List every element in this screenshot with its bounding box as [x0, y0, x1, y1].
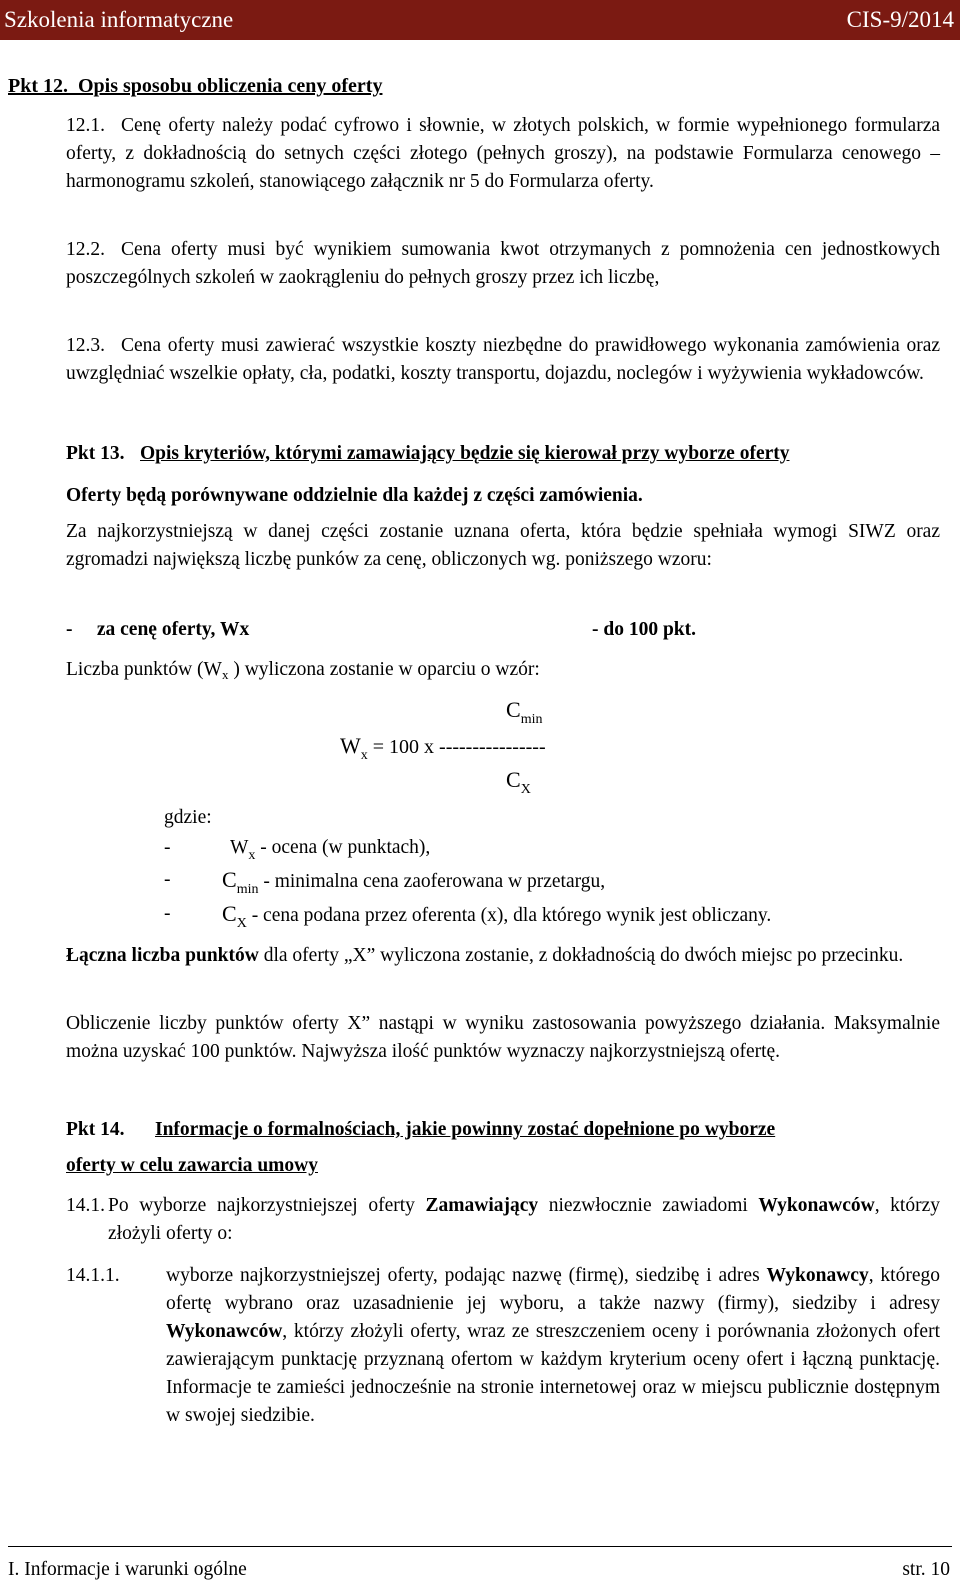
- formula-denominator: $C_X$: [506, 767, 531, 797]
- formula-numerator: $C_{min}$: [506, 697, 543, 727]
- para-14-1-text: Po wyborze najkorzystniejszej oferty Zamawiający niezwłocznie zawiadomi Wykonawców, którzy złożyli oferty o:: [108, 1195, 940, 1244]
- para-12-3-text: Cena oferty musi zawierać wszystkie koszty niezbędne do prawidłowego wykonania zamówienia oraz uwzględniać wszelkie opłaty, cła, podatki, koszty transportu, dojazdu, noclegów i wyżywienia wykładowców.: [66, 335, 940, 384]
- def-cmin: $C_{min}$ - minimalna cena zaoferowana w przetargu,: [222, 867, 606, 897]
- def-w-dash: -: [164, 837, 171, 858]
- footer-divider: [8, 1546, 952, 1547]
- criterion-points: - do 100 pkt.: [592, 619, 697, 640]
- points-intro: Liczba punktów ($W_x$ ) wyliczona zostanie w oparciu o wzór:: [66, 659, 540, 682]
- header-title: Szkolenia informatyczne: [4, 7, 234, 32]
- calculation-para: Obliczenie liczby punktów oferty X” nastąpi w wyniku zastosowania powyższego działania. Maksymalnie można uzyskać 100 punktów. Najwyższa ilość punktów wyznaczy najkorzystniejszą ofertę.: [66, 1013, 940, 1062]
- def-cx-dash: -: [164, 903, 171, 924]
- para-14-1-number: 14.1.: [66, 1195, 105, 1216]
- section-14-title-line1: Informacje o formalnościach, jakie powinny zostać dopełnione po wyborze: [155, 1119, 776, 1140]
- total-points-para: Łączna liczba punktów dla oferty „X” wyliczona zostanie, z dokładnością do dwóch miejsc po przecinku.: [66, 945, 904, 966]
- def-cx: $C_X$ - cena podana przez oferenta (x), dla którego wynik jest obliczany.: [222, 901, 772, 931]
- def-w: $W_x$ - ocena (w punktach),: [230, 837, 431, 863]
- page-header: [0, 0, 960, 40]
- formula-main-line: $W_x = 100$ x ----------------: [340, 733, 546, 763]
- para-14-1-1-number: 14.1.1.: [66, 1265, 120, 1286]
- definitions-label: gdzie:: [164, 807, 212, 828]
- section-14-label: Pkt 14.: [66, 1119, 125, 1140]
- def-cmin-dash: -: [164, 869, 171, 890]
- section-13-bold-line: Oferty będą porównywane oddzielnie dla każdej z części zamówienia.: [66, 485, 643, 506]
- criterion-price: - za cenę oferty, Wx: [66, 619, 250, 640]
- section-14-title-line2: oferty w celu zawarcia umowy: [66, 1155, 318, 1176]
- section-13-title: Opis kryteriów, którymi zamawiający będzie się kierował przy wyborze oferty: [140, 443, 790, 464]
- footer-section-name: I. Informacje i warunki ogólne: [8, 1559, 247, 1580]
- footer-page-number: str. 10: [902, 1559, 950, 1580]
- para-12-1-number: 12.1.: [66, 115, 105, 136]
- section-13-para1: Za najkorzystniejszą w danej części zostanie uznana oferta, która będzie spełniała wymogi SIWZ oraz zgromadzi największą liczbę punków za cenę, obliczonych wg. poniższego wzoru:: [66, 521, 940, 570]
- section-12-heading: Pkt 12. Opis sposobu obliczenia ceny oferty: [8, 75, 383, 97]
- header-doc-id: CIS-9/2014: [846, 7, 954, 32]
- section-13-label: Pkt 13.: [66, 443, 125, 464]
- para-12-1-text: Cenę oferty należy podać cyfrowo i słownie, w złotych polskich, w formie wypełnionego formularza oferty, z dokładnością do setnych części złotego (pełnych groszy), na podstawie Formularza cenowego – harmonogramu szkoleń, stanowiącego załącznik nr 5 do Formularza oferty.: [66, 115, 940, 192]
- para-12-2-text: Cena oferty musi być wynikiem sumowania kwot otrzymanych z pomnożenia cen jednostkowych poszczególnych szkoleń w zaokrągleniu do pełnych groszy przez ich liczbę,: [66, 239, 940, 288]
- para-12-2-number: 12.2.: [66, 239, 105, 260]
- para-12-3-number: 12.3.: [66, 335, 105, 356]
- para-14-1-1-text: wyborze najkorzystniejszej oferty, podając nazwę (firmę), siedzibę i adres Wykonawcy, którego ofertę wybrano oraz uzasadnienie jej wyboru, a także nazwy (firmy), siedziby i adresy Wykonawców, którzy złożyli oferty, wraz ze streszczeniem oceny i porównania złożonych ofert zawierającym punktację przyznaną ofertom w każdym kryterium oceny ofert i łączną punktację. Informacje te zamieści jednocześnie na stronie internetowej oraz w miejscu publicznie dostępnym w swojej siedzibie.: [166, 1265, 940, 1426]
